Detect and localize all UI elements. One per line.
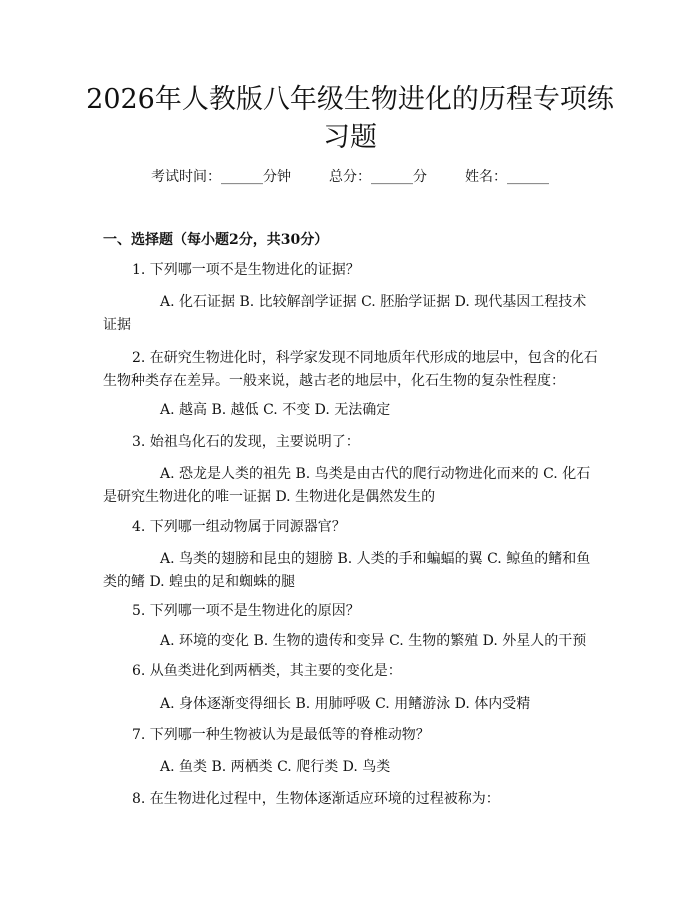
student-name-field: 姓名：______ [465, 169, 549, 185]
question-6-options: A. 身体逐渐变得细长 B. 用肺呼吸 C. 用鳍游泳 D. 体内受精 [160, 696, 531, 712]
question-1-stem: 1. 下列哪一项不是生物进化的证据？ [132, 262, 360, 278]
question-7-stem: 7. 下列哪一种生物被认为是最低等的脊椎动物？ [132, 727, 430, 743]
question-7-options: A. 鱼类 B. 两栖类 C. 爬行类 D. 鸟类 [160, 759, 391, 775]
question-4-options: A. 鸟类的翅膀和昆虫的翅膀 B. 人类的手和蝙蝠的翼 C. 鲸鱼的鳍和鱼 [160, 551, 591, 567]
question-2-stem: 2. 在研究生物进化时，科学家发现不同地质年代形成的地层中，包含的化石 [132, 350, 598, 366]
question-2-stem-continued: 生物种类存在差异。一般来说，越古老的地层中，化石生物的复杂性程度： [103, 373, 565, 389]
question-1-options-continued: 证据 [103, 317, 131, 333]
question-4-options-continued: 类的鳍 D. 蝗虫的足和蜘蛛的腿 [103, 574, 296, 590]
question-4-stem: 4. 下列哪一组动物属于同源器官？ [132, 519, 346, 535]
page-title-line2: 习题 [323, 122, 377, 153]
question-6-stem: 6. 从鱼类进化到两栖类，其主要的变化是： [132, 663, 402, 679]
question-1-options: A. 化石证据 B. 比较解剖学证据 C. 胚胎学证据 D. 现代基因工程技术 [160, 294, 587, 310]
question-3-stem: 3. 始祖鸟化石的发现，主要说明了： [132, 434, 360, 450]
question-2-options: A. 越高 B. 越低 C. 不变 D. 无法确定 [160, 402, 391, 418]
question-8-stem: 8. 在生物进化过程中，生物体逐渐适应环境的过程被称为： [132, 791, 500, 807]
total-score-field: 总分：______分 [329, 169, 427, 185]
question-5-stem: 5. 下列哪一项不是生物进化的原因？ [132, 603, 360, 619]
exam-meta [0, 167, 700, 187]
question-3-options: A. 恐龙是人类的祖先 B. 鸟类是由古代的爬行动物进化而来的 C. 化石 [160, 466, 591, 482]
exam-time-field: 考试时间：______分钟 [151, 169, 291, 185]
question-5-options: A. 环境的变化 B. 生物的遗传和变异 C. 生物的繁殖 D. 外星人的干预 [160, 633, 587, 649]
question-3-options-continued: 是研究生物进化的唯一证据 D. 生物进化是偶然发生的 [103, 489, 436, 505]
section-heading-multiple-choice: 一、选择题（每小题2分，共30分） [103, 232, 329, 248]
page-title-line1: 2026年人教版八年级生物进化的历程专项练 [86, 84, 614, 115]
